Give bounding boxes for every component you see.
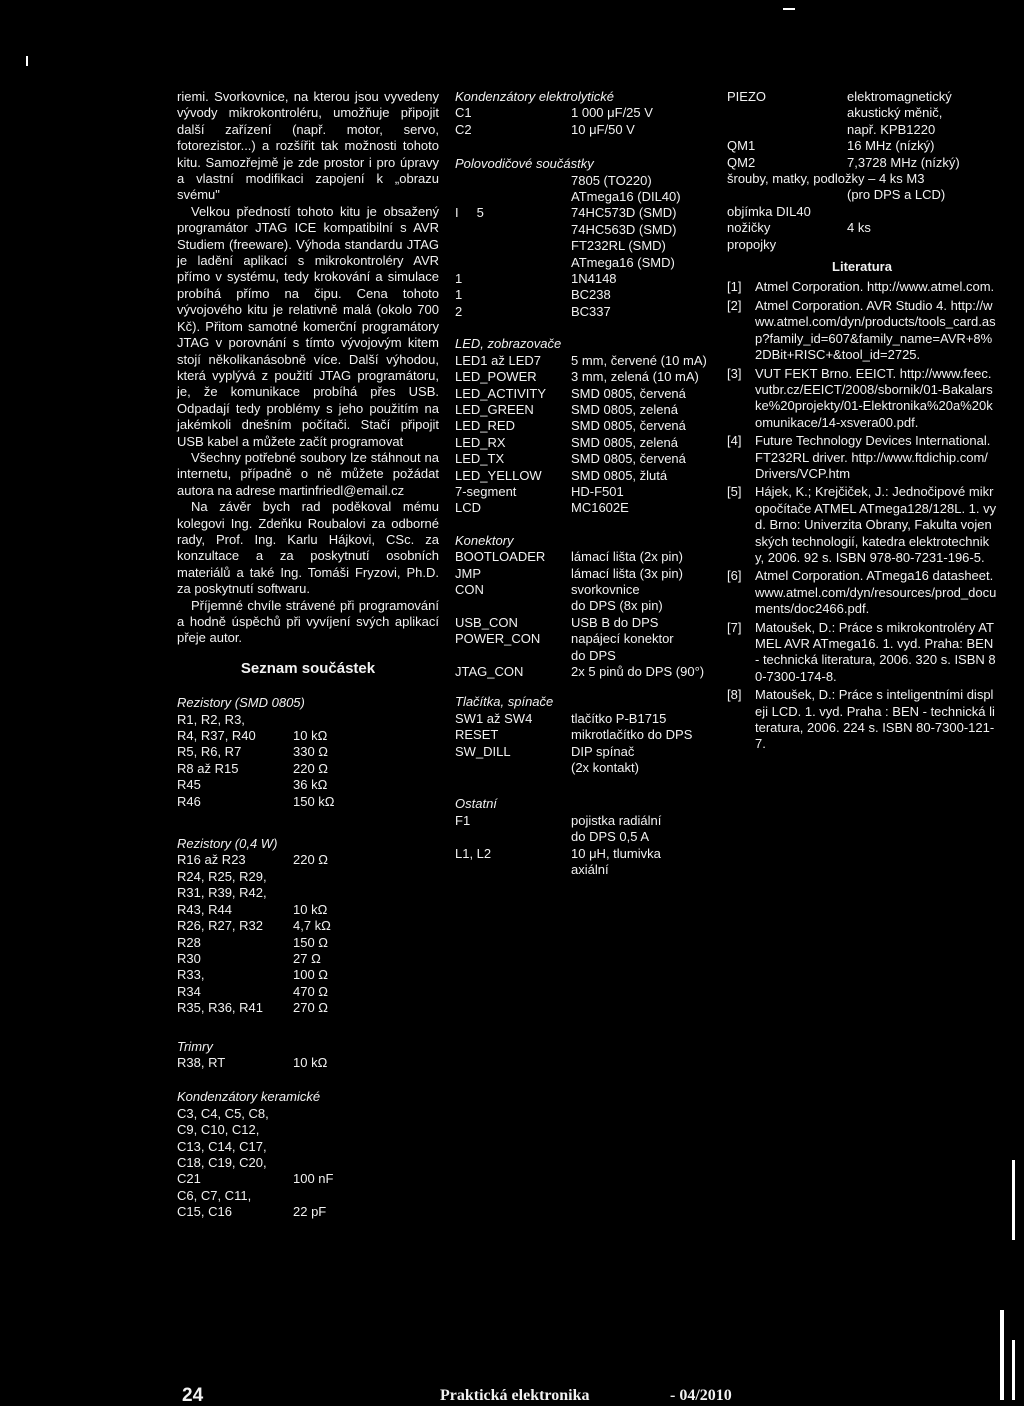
part-designator: LED_RX: [455, 434, 506, 450]
parts-section: [455, 156, 715, 320]
part-designator: objímka DIL40: [727, 203, 811, 219]
part-row: [455, 238, 715, 254]
reference-item: [727, 298, 997, 364]
part-designator: POWER_CON: [455, 631, 541, 647]
part-designator: [727, 105, 847, 121]
part-row: [455, 549, 715, 565]
part-value: např. KPB1220: [847, 121, 936, 137]
part-designator: LED_TX: [455, 451, 505, 467]
part-row: [455, 744, 715, 760]
part-row: [455, 255, 715, 271]
part-designator: R34: [177, 983, 201, 999]
part-designator: R1, R2, R3,: [177, 711, 245, 727]
paragraph: riemi. Svorkovnice, na kterou jsou vyvedeny vývody mikrokontroléru, umožňuje připojit další zařízení (např. motor, servo, fotorezistor...) a rozšířit tak možnosti tohoto kitu. Samozřejmě je zde prostor i pro úpravy a vlastní modifikaci zapojení k „obrazu svému": [177, 89, 439, 203]
part-row: [455, 386, 715, 402]
part-designator: PIEZO: [727, 89, 767, 104]
edge-mark: [1012, 1340, 1015, 1400]
part-row: [177, 712, 439, 728]
part-row: [177, 869, 439, 885]
part-value: 150 kΩ: [293, 793, 335, 809]
reference-list: [727, 279, 997, 752]
part-row: [177, 967, 439, 983]
part-designator: LED_POWER: [455, 369, 537, 385]
reference-item: [727, 568, 997, 617]
part-row: [455, 582, 715, 598]
reference-text: Future Technology Devices International. FT232RL driver. http://www.ftdichip.com/Drivers/VCP.htm: [755, 433, 991, 481]
section-title: Ostatní: [455, 796, 497, 812]
part-row: [177, 1204, 439, 1220]
part-designator: C15, C16: [177, 1204, 232, 1220]
part-row: [455, 402, 715, 418]
reference-text: Hájek, K.; Krejčiček, J.: Jednočipové mikropočítače ATMEL ATmega128/128L. 1. vyd. Brno: Univerzita Obrany, Fakulta vojenských technologií, katedra elektrotechniky, 2006. 92 s. ISBN 978-80-7231-196-5.: [755, 484, 997, 565]
part-designator: JMP: [455, 565, 481, 581]
part-value: SMD 0805, červená: [571, 385, 686, 401]
section-title: Rezistory (SMD 0805): [177, 695, 305, 711]
part-value: lámací lišta (2x pin): [571, 549, 683, 565]
part-designator: CON: [455, 581, 484, 597]
issue-number: - 04/2010: [670, 1387, 732, 1404]
edge-mark: [1012, 1160, 1015, 1240]
part-value: 7,3728 MHz (nízký): [847, 154, 960, 170]
reference-text: Atmel Corporation. AVR Studio 4. http://www.atmel.com/dyn/products/tools_card.asp?family_id=607&family_name=AVR+8%2DBit+RISC+&tool_id=2725.: [755, 297, 996, 363]
part-value: 220 Ω: [293, 852, 329, 868]
part-value: 74HC563D (SMD): [571, 221, 677, 237]
part-row: [455, 711, 715, 727]
parts-section: [455, 336, 715, 516]
part-row: [177, 794, 439, 810]
part-value: 10 kΩ: [293, 1054, 328, 1070]
reference-item: [727, 433, 997, 482]
part-designator: R46: [177, 793, 201, 809]
part-value: HD-F501: [571, 483, 624, 499]
reference-item: [727, 620, 997, 686]
part-row: [177, 984, 439, 1000]
part-value: 1 000 μF/25 V: [571, 105, 653, 121]
reference-number: [2]: [727, 297, 742, 313]
part-row: [455, 287, 715, 303]
paragraph: Všechny potřebné soubory lze stáhnout na internetu, případně o ně můžete požádat autora na adrese martinfriedl@email.cz: [177, 449, 439, 498]
part-value: tlačítko P-B1715: [571, 710, 667, 726]
part-designator: JTAG_CON: [455, 664, 524, 679]
part-designator: LED_RED: [455, 418, 515, 434]
part-designator: SW1 až SW4: [455, 710, 533, 726]
parts-list-middle: [455, 89, 715, 878]
part-designator: R45: [177, 777, 201, 793]
part-row: [455, 727, 715, 743]
part-value: DIP spínač: [571, 743, 635, 759]
parts-section: [455, 694, 715, 776]
part-row: [177, 1000, 439, 1016]
part-row: [727, 220, 997, 236]
parts-section: [177, 1039, 439, 1072]
paragraph: Velkou předností tohoto kitu je obsažený programátor JTAG ICE kompatibilní s AVR Studiem (freeware). Výhoda standardu JTAG je ladění aplikací s mikrokontroléry AVR přímo v systému, tedy krokování a simulace probíhá přímo na čipu. Cena tohoto vývojového kitu je relativně malá (okolo 700 Kč). Přitom samotné komerční programátory JTAG v porovnání s tímto vývojovým kitem stojí několikanásobně více. Další výhodou, která vyplývá z použití JTAG programátoru, je, že komunikace probíhá přes USB. Odpadají tedy problémy s jeho použitím na jakémkoli dnešním počítači. Stačí připojit USB kabel a můžete začít programovat: [177, 203, 439, 449]
part-designator: C1: [455, 105, 472, 121]
section-title: Polovodičové součástky: [455, 156, 594, 172]
part-row: [177, 1188, 439, 1204]
parts-section: [455, 89, 715, 138]
part-designator: R4, R37, R40: [177, 728, 256, 744]
part-value: 27 Ω: [293, 950, 321, 966]
section-title: Konektory: [455, 532, 514, 548]
part-row: [455, 760, 715, 776]
part-row: [455, 369, 715, 385]
part-designator: LED_GREEN: [455, 401, 534, 417]
reference-item: [727, 687, 997, 753]
part-row: [177, 1106, 439, 1122]
part-row: [727, 187, 997, 203]
part-designator: C21: [177, 1171, 201, 1187]
article-text: [177, 89, 439, 647]
reference-item: [727, 366, 997, 432]
part-value: 100 Ω: [293, 967, 329, 983]
part-value: axiální: [571, 862, 609, 878]
part-row: [455, 829, 715, 845]
part-row: [455, 648, 715, 664]
part-row: [455, 468, 715, 484]
part-value: ATmega16 (DIL40): [571, 189, 681, 205]
reference-number: [3]: [727, 365, 742, 381]
part-row: [177, 852, 439, 868]
part-row: [455, 353, 715, 369]
part-value: 4 ks: [847, 220, 871, 236]
left-column: [177, 89, 439, 1221]
part-value: 22 pF: [293, 1204, 327, 1220]
part-row: [727, 138, 997, 154]
part-row: [455, 173, 715, 189]
part-value: napájecí konektor: [571, 631, 674, 647]
part-designator: C3, C4, C5, C8,: [177, 1105, 269, 1121]
part-row: [177, 728, 439, 744]
part-designator: [455, 648, 571, 664]
part-designator: R43, R44: [177, 901, 232, 917]
part-row: [727, 155, 997, 171]
part-value: 150 Ω: [293, 934, 329, 950]
part-row: [727, 122, 997, 138]
part-value: SMD 0805, žlutá: [571, 467, 668, 483]
edge-mark: [1000, 1310, 1004, 1400]
part-row: [177, 918, 439, 934]
part-row: [177, 1139, 439, 1155]
part-row: [177, 902, 439, 918]
paragraph: Na závěr bych rad poděkoval mému kolegovi Ing. Zdeňku Roubalovi za odborné rady, Prof. Ing. Karlu Hájkovi, CSc. za konzultace a za poskytnutí osobních materiálů a také Ing. Tomáši Fryzovi, Ph.D. za poskytnutí softwaru.: [177, 499, 439, 597]
part-designator: USB_CON: [455, 614, 518, 630]
reference-item: [727, 279, 997, 295]
part-designator: [727, 122, 847, 138]
part-row: [455, 500, 715, 516]
reference-text: Atmel Corporation. ATmega16 datasheet. www.atmel.com/dyn/resources/prod_documents/doc2466.pdf.: [755, 568, 997, 617]
part-row: [455, 271, 715, 287]
edge-mark: [26, 56, 28, 66]
part-value: 5 mm, červené (10 mA): [571, 352, 707, 368]
part-designator: C18, C19, C20,: [177, 1154, 267, 1170]
part-row: [727, 89, 997, 105]
part-value: 7805 (TO220): [571, 172, 652, 188]
part-designator: [455, 189, 571, 205]
part-row: [455, 304, 715, 320]
part-value: SMD 0805, červená: [571, 418, 686, 434]
reference-item: [727, 484, 997, 566]
part-designator: [455, 760, 571, 776]
part-designator: F1: [455, 812, 471, 828]
part-value: pojistka radiální: [571, 812, 662, 828]
part-value: 100 nF: [293, 1171, 334, 1187]
part-row: [177, 885, 439, 901]
part-row: [455, 418, 715, 434]
part-row: [455, 598, 715, 614]
part-value: 10 μH, tlumivka: [571, 845, 661, 861]
part-value: 74HC573D (SMD): [571, 205, 677, 221]
parts-section: [177, 695, 439, 810]
reference-number: [1]: [727, 279, 742, 295]
section-title: Kondenzátory elektrolytické: [455, 89, 614, 104]
part-designator: R35, R36, R41: [177, 1000, 263, 1016]
part-row: [455, 631, 715, 647]
part-designator: [455, 238, 571, 254]
part-row: [455, 205, 715, 221]
part-value: SMD 0805, zelená: [571, 401, 678, 417]
part-designator: R31, R39, R42,: [177, 885, 267, 901]
part-designator: [455, 829, 571, 845]
part-row: [455, 122, 715, 138]
part-value: svorkovnice: [571, 581, 640, 597]
part-designator: L1, L2: [455, 845, 492, 861]
part-row: [455, 451, 715, 467]
part-value: USB B do DPS: [571, 614, 659, 630]
reference-number: [5]: [727, 484, 742, 500]
parts-list-left: [177, 695, 439, 1220]
part-designator: [727, 187, 847, 203]
part-designator: R24, R25, R29,: [177, 868, 267, 884]
part-value: 36 kΩ: [293, 777, 328, 793]
section-title: Kondenzátory keramické: [177, 1089, 321, 1105]
parts-list-right: [727, 89, 997, 253]
section-title: Trimry: [177, 1038, 213, 1054]
part-row: [455, 846, 715, 862]
part-designator: 7-segment: [455, 483, 517, 499]
parts-section: [177, 1089, 439, 1220]
part-value: 16 MHz (nízký): [847, 138, 935, 154]
part-value: BC337: [571, 303, 611, 319]
part-row: [177, 1055, 439, 1071]
part-designator: LED1 až LED7: [455, 352, 541, 368]
part-value: 220 Ω: [293, 760, 329, 776]
reference-text: Atmel Corporation. http://www.atmel.com.: [755, 279, 995, 295]
part-row: [727, 237, 997, 253]
part-value: FT232RL (SMD): [571, 238, 666, 254]
part-designator: LCD: [455, 500, 482, 516]
part-designator: propojky: [727, 236, 777, 252]
part-row: [455, 105, 715, 121]
part-value: ATmega16 (SMD): [571, 254, 675, 270]
part-row: šrouby, matky, podložky – 4 ks M3: [727, 171, 925, 187]
part-designator: [455, 222, 571, 238]
part-value: do DPS: [571, 647, 616, 663]
part-designator: C9, C10, C12,: [177, 1122, 260, 1138]
part-designator: I 5: [455, 205, 484, 221]
part-designator: [455, 173, 571, 189]
part-value: BC238: [571, 287, 611, 303]
part-value: 3 mm, zelená (10 mA): [571, 369, 699, 385]
part-row: [177, 935, 439, 951]
paragraph: Příjemné chvíle strávené při programování a hodně úspěchů při vyvíjení svých aplikací přeje autor.: [177, 597, 439, 646]
part-designator: [455, 598, 571, 614]
part-value: do DPS (8x pin): [571, 598, 663, 614]
part-row: [455, 189, 715, 205]
part-value: (2x kontakt): [571, 760, 639, 776]
part-designator: C2: [455, 121, 472, 137]
part-designator: 1: [455, 271, 463, 287]
part-designator: QM1: [727, 138, 756, 154]
part-designator: nožičky: [727, 220, 771, 236]
right-column: [727, 89, 997, 755]
part-designator: RESET: [455, 727, 499, 743]
part-row: [177, 951, 439, 967]
part-designator: R33,: [177, 967, 205, 983]
part-value: 10 μF/50 V: [571, 121, 635, 137]
part-designator: LED_ACTIVITY: [455, 385, 547, 401]
part-value: do DPS 0,5 A: [571, 829, 650, 845]
part-designator: R16 až R23: [177, 852, 246, 868]
part-row: [455, 484, 715, 500]
part-row: [177, 1155, 439, 1171]
part-designator: LED_YELLOW: [455, 467, 542, 483]
reference-text: VUT FEKT Brno. EEICT. http://www.feec.vutbr.cz/EEICT/2008/sbornik/01-Bakalarske%20projekty/01-Elektronika%20a%20komunikace/14-xsvera00.pdf.: [755, 365, 993, 430]
part-value: elektromagnetický: [847, 89, 952, 104]
part-value: lámací lišta (3x pin): [571, 565, 683, 581]
reference-number: [6]: [727, 568, 742, 584]
part-value: 2x 5 pinů do DPS (90°): [571, 664, 705, 679]
section-title: Tlačítka, spínače: [455, 694, 554, 710]
part-value: SMD 0805, zelená: [571, 434, 678, 450]
part-row: [455, 813, 715, 829]
middle-column: [455, 89, 715, 878]
part-designator: R28: [177, 934, 201, 950]
part-row: [455, 664, 715, 680]
part-value: SMD 0805, červená: [571, 451, 686, 467]
part-row: [177, 777, 439, 793]
part-value: (pro DPS a LCD): [847, 187, 946, 203]
part-row: [455, 435, 715, 451]
parts-section: [177, 836, 439, 1016]
page-number: 24: [182, 1385, 204, 1406]
part-designator: C13, C14, C17,: [177, 1138, 267, 1154]
parts-list-heading: Seznam součástek: [240, 659, 376, 677]
part-value: 10 kΩ: [293, 728, 328, 744]
part-row: [727, 204, 997, 220]
part-value: 4,7 kΩ: [293, 918, 331, 934]
part-designator: R8 až R15: [177, 760, 239, 776]
part-row: [455, 222, 715, 238]
part-value: 470 Ω: [293, 983, 329, 999]
part-row: [177, 1171, 439, 1187]
magazine-name: Praktická elektronika: [440, 1387, 590, 1404]
reference-text: Matoušek, D.: Práce s mikrokontroléry ATMEL AVR ATmega16. 1. vyd. Praha: BEN - technická literatura, 2006. 320 s. ISBN 80-7300-174-8.: [755, 619, 996, 684]
part-value: 10 kΩ: [293, 901, 328, 917]
part-designator: [455, 255, 571, 271]
part-designator: 2: [455, 303, 463, 319]
part-value: 1N4148: [571, 271, 617, 287]
part-row: [455, 862, 715, 878]
part-designator: 1: [455, 287, 463, 303]
part-designator: BOOTLOADER: [455, 549, 546, 565]
section-title: LED, zobrazovače: [455, 336, 562, 352]
part-value: 330 Ω: [293, 744, 329, 760]
part-value: mikrotlačítko do DPS: [571, 727, 693, 743]
reference-number: [4]: [727, 433, 742, 449]
part-value: akustický měnič,: [847, 105, 943, 121]
section-title: Rezistory (0,4 W): [177, 836, 278, 852]
reference-text: Matoušek, D.: Práce s inteligentními displeji LCD. 1. vyd. Praha : BEN - technická literatura, 2006. 224 s. ISBN 80-7300-121-7.: [755, 687, 995, 752]
part-value: 270 Ω: [293, 1000, 329, 1016]
part-designator: [455, 862, 571, 878]
part-row: [177, 744, 439, 760]
literature-heading: Literatura: [832, 259, 892, 275]
part-designator: SW_DILL: [455, 743, 511, 759]
part-row: [455, 566, 715, 582]
part-designator: R5, R6, R7: [177, 744, 242, 760]
edge-mark: [783, 8, 795, 10]
part-row: [727, 105, 997, 121]
part-row: [177, 761, 439, 777]
part-designator: R26, R27, R32: [177, 918, 263, 934]
part-row: [455, 615, 715, 631]
part-designator: QM2: [727, 154, 756, 170]
part-row: [177, 1122, 439, 1138]
part-designator: C6, C7, C11,: [177, 1187, 252, 1203]
parts-section: [455, 796, 715, 878]
parts-section: [455, 533, 715, 681]
part-designator: R38, RT: [177, 1054, 226, 1070]
part-designator: R30: [177, 950, 201, 966]
reference-number: [8]: [727, 687, 742, 703]
reference-number: [7]: [727, 619, 742, 635]
part-value: MC1602E: [571, 500, 629, 516]
